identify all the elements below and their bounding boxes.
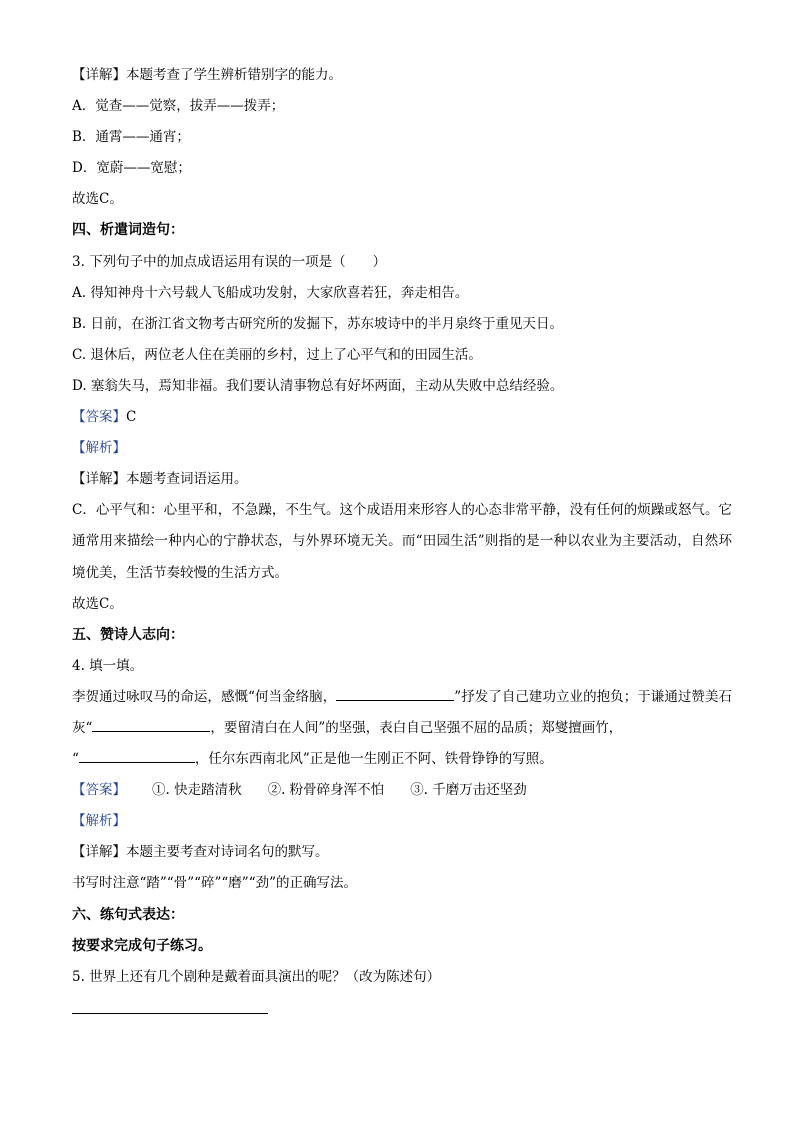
- answer-4-3: ③. 千磨万击还坚劲: [410, 782, 527, 799]
- question-4-body: [72, 682, 732, 744]
- option-a-line: A．觉查——觉察，拔弄——拨弄；: [72, 98, 285, 115]
- question-5: 5. 世界上还有几个剧种是戴着面具演出的呢？（改为陈述句）: [72, 968, 441, 985]
- question-3-option-a: A. 得知神舟十六号载人飞船成功发射，大家欣喜若狂，奔走相告。: [72, 284, 469, 301]
- answer-tag: 【答案】: [72, 409, 126, 426]
- choice-line-2: 故选C。: [72, 595, 123, 612]
- section-heading-5: 五、赞诗人志向：: [72, 626, 184, 643]
- q4-text-3: ，要留清白在人间”的坚强，表白自己坚强不屈的品质；郑燮擅画竹，: [210, 719, 623, 736]
- answer-4-values: [152, 775, 553, 806]
- question-3: 3. 下列句子中的加点成语运用有误的一项是（ ）: [72, 253, 387, 270]
- q4-text-5: ，任尔东西南北风”正是他一生刚正不阿、铁骨铮铮的写照。: [194, 751, 553, 768]
- fill-blank-1[interactable]: [336, 685, 454, 701]
- fill-blank-2[interactable]: [92, 716, 210, 732]
- analysis-tag: 【解析】: [72, 440, 126, 457]
- answer-blank-line[interactable]: [72, 1013, 268, 1014]
- fill-blank-3[interactable]: [79, 747, 195, 763]
- analysis-4-tag: 【解析】: [72, 813, 126, 830]
- option-b-line: B．通霄——通宵；: [72, 129, 190, 146]
- option-d-line: D．宽蔚——宽慰；: [72, 160, 191, 177]
- answer-4-1: ①. 快走踏清秋: [152, 782, 242, 799]
- question-3-option-d: D. 塞翁失马，焉知非福。我们要认清事物总有好坏两面，主动从失败中总结经验。: [72, 377, 564, 394]
- q4-text-1: 李贺通过咏叹马的命运，感慨“何当金络脑，: [72, 688, 337, 705]
- answer-4-2: ②. 粉骨碎身浑不怕: [267, 782, 385, 799]
- question-4: 4. 填一填。: [72, 657, 144, 674]
- answer-4-tag: 【答案】: [72, 782, 126, 799]
- q4-text-4: “: [72, 751, 79, 768]
- answer-3: [72, 402, 732, 433]
- question-3-option-b: B. 日前，在浙江省文物考古研究所的发掘下，苏东坡诗中的半月泉终于重见天日。: [72, 315, 564, 332]
- detail-line: 【详解】本题考查了学生辨析错别字的能力。: [72, 67, 342, 83]
- answer-4: [72, 775, 732, 806]
- detail-line-2: 【详解】本题考查词语运用。: [72, 471, 248, 488]
- answer-value: C: [126, 409, 137, 426]
- writing-note: 书写时注意“踏”“骨”“碎”“磨”“劲”的正确写法。: [72, 875, 358, 892]
- detail-line-3: 【详解】本题主要考查对诗词名句的默写。: [72, 844, 329, 861]
- document-page: [72, 60, 732, 1014]
- explanation-paragraph: C．心平气和：心里平和，不急躁，不生气。这个成语用来形容人的心态非常平静，没有任何的烦躁或怒气。它通常用来描绘一种内心的宁静状态，与外界环境无关。而“田园生活”则指的是一种以农业为主要活动，自然环境优美，生活节奏较慢的生活方式。: [72, 502, 732, 581]
- question-3-option-c: C. 退休后，两位老人住在美丽的乡村，过上了心平气和的田园生活。: [72, 346, 482, 363]
- question-4-body-2: [72, 744, 732, 775]
- section-heading-4: 四、析遣词造句：: [72, 222, 184, 239]
- section-instruction: 按要求完成句子练习。: [72, 937, 212, 954]
- section-heading-6: 六、练句式表达：: [72, 906, 184, 923]
- choice-line: 故选C。: [72, 191, 123, 208]
- q4-text-2: ”抒发了自己建功立业的抱负；于谦通过赞美石灰“: [72, 688, 732, 736]
